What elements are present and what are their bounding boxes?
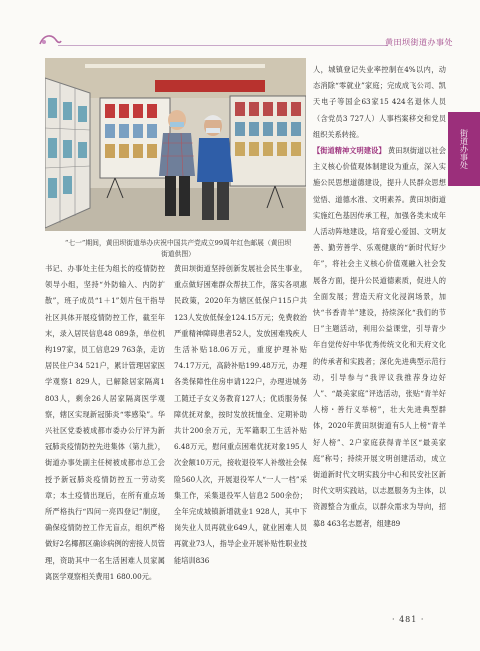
photo-caption: “七一”期间，黄田坝街道举办庆祝中国共产党成立99周年红色邮展（黄田坝街道供图） <box>64 239 292 258</box>
body-column-2 <box>174 261 307 569</box>
section-body: 黄田坝街道以社会主义核心价值观体制建设为重点，深入实施公民思想道德建设，提升人民群众思想觉悟、道德水准、文明素养。黄田坝街道实施红色基因传承工程，加强各类未成年人活动阵地建设，培育爱心爱国、文明友善、勤劳善学、乐观健康的“新时代好少年”，将社会主义核心价值观融入社会发展各方面，提升公民道德素质，促进人的全面发展；营造天府文化浸润场景，加快“书香青羊”建设，持续深化“我们的节日”主题活动，利用公益课堂，引导青少年自觉传好中华优秀传统文化和天府文化的传承者和实践者；深化先进典型示范行动，引导参与“我评议我推荐身边好人”、“最美家庭”评选活动，张贴“青羊好人榜・善行义举榜”，壮大先进典型群体，2020年黄田坝街道有5人上榜“青羊好人榜”、2户家庭获得青羊区“最美家庭”称号；持续开展文明创建活动，成立街道新时代文明实践分中心和民安社区新时代文明实践站，以志愿服务为主体，以资源整合为重点，以群众需求为导向，招募8 463名志愿者，组建89 <box>313 146 446 528</box>
body-column-3 <box>313 62 446 532</box>
body-paragraph: 人，城镇登记失业率控制在4%以内，动态消除“零就业”家庭；完成成飞公司、凯天电子等国企63家15 424名退休人员（含党员3 727人）人事档案移交和党员组织关系转接。 <box>313 65 446 139</box>
page-number: · 481 · <box>392 615 425 624</box>
body-paragraph: 书记、办事处主任为组长的疫情防控领导小组，坚持“外防输入、内防扩散”，班子成员“1＋1”划片包干指导社区具体开展疫情防控工作，截至年末，录入居民信息48 089条，单位机构197家，员工信息29 763条，走访居民住户34 521户，累计管理居家医学观察1 829人，已解除居家隔离1 803人，剩余26人居家隔离医学观察，辖区实现新冠肺炎“零感染”。华兴社区党委被成都市委办公厅评为新冠肺炎疫情防控先进集体（第九批），街道办事处副主任树被成都市总工会授予新冠肺炎疫情防控五一劳动奖章；本土疫情出现后，在所有重点场所严格执行“四问一亮四登记”制度，确保疫情防控工作无盲点，组织严格做好2名椰都区确诊病例的密接人员管理，资助其中一名生活困难人员家属离医学观察相关费用1 680.00元。 <box>45 264 165 581</box>
header-rule <box>58 45 388 46</box>
section-paragraph <box>313 143 446 532</box>
body-column-1 <box>45 261 165 585</box>
body-paragraph: 黄田坝街道坚持创新发展社会民生事业，重点做好困难群众帮扶工作，落实各项惠民政策，2020年为辖区低保户115户共123人发放低保金124.15万元；免费救治严重精神障碍患者52人，发放困难残疾人生活补贴18.06万元，重度护理补贴74.17万元，高龄补贴199.48万元，办理各类保障性住房申请122户，办理进城务工随迁子女义务教育127人；优质服务保障优抚对象，按时发放抚恤金、定期补助共计200余万元，无军籍职工生活补贴6.48万元，慰问重点困难优抚对象195人次金额10万元，接收退役军人补缴社会保险560人次，开展退役军人“一人一档”采集工作，采集退役军人信息2 500余份；全年完成城镇新增就业1 928人，其中下岗失业人员再就业649人，就业困难人员再就业73人，指导企业开展补贴性职业技能培训836 <box>174 264 307 565</box>
section-heading: 【街道精神文明建设】 <box>313 146 386 156</box>
header-title: 黄田坝街道办事处 <box>385 38 453 47</box>
exhibition-scene-image <box>45 58 306 231</box>
exhibition-photo <box>45 58 306 231</box>
running-header <box>0 0 480 52</box>
section-side-tab: 街道办事处 <box>448 112 480 186</box>
